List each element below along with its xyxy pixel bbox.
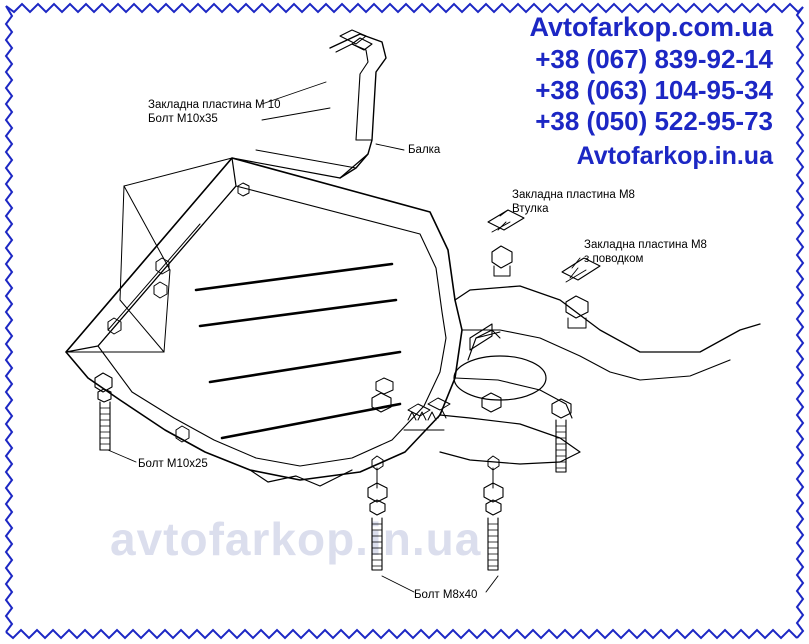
label-plate-m8-bushing-line1: Закладна пластина М8 [512,189,635,201]
label-bolt-m10x25-line1: Болт М10х25 [138,458,208,470]
label-plate-m8-lead-line1: Закладна пластина М8 [584,239,707,251]
label-plate-m8-bushing [512,188,635,216]
label-bolt-m8x40 [414,588,477,602]
label-beam-line1: Балка [408,144,441,156]
label-plate-m8-lead-line2: з поводком [584,253,644,265]
label-plate-m10-line2: Болт М10х35 [148,113,218,125]
phone-1[interactable]: +38 (067) 839-92-14 [535,44,773,74]
label-plate-m10-line1: Закладна пластина М 10 [148,99,281,111]
site-bottom-link[interactable]: Avtofarkop.in.ua [576,142,773,170]
label-bolt-m8x40-line1: Болт М8х40 [414,589,478,601]
label-plate-m10 [148,98,281,126]
contact-block [529,10,773,173]
site-top-link[interactable]: Avtofarkop.com.ua [529,12,773,42]
label-plate-m8-bushing-line2: Втулка [512,203,549,215]
label-beam [408,143,440,157]
watermark: avtofarkop.in.ua [110,513,482,565]
phone-3[interactable]: +38 (050) 522-95-73 [535,106,773,136]
phone-2[interactable]: +38 (063) 104-95-34 [535,75,773,105]
label-plate-m8-lead [584,238,707,266]
label-bolt-m10x25 [138,457,208,471]
